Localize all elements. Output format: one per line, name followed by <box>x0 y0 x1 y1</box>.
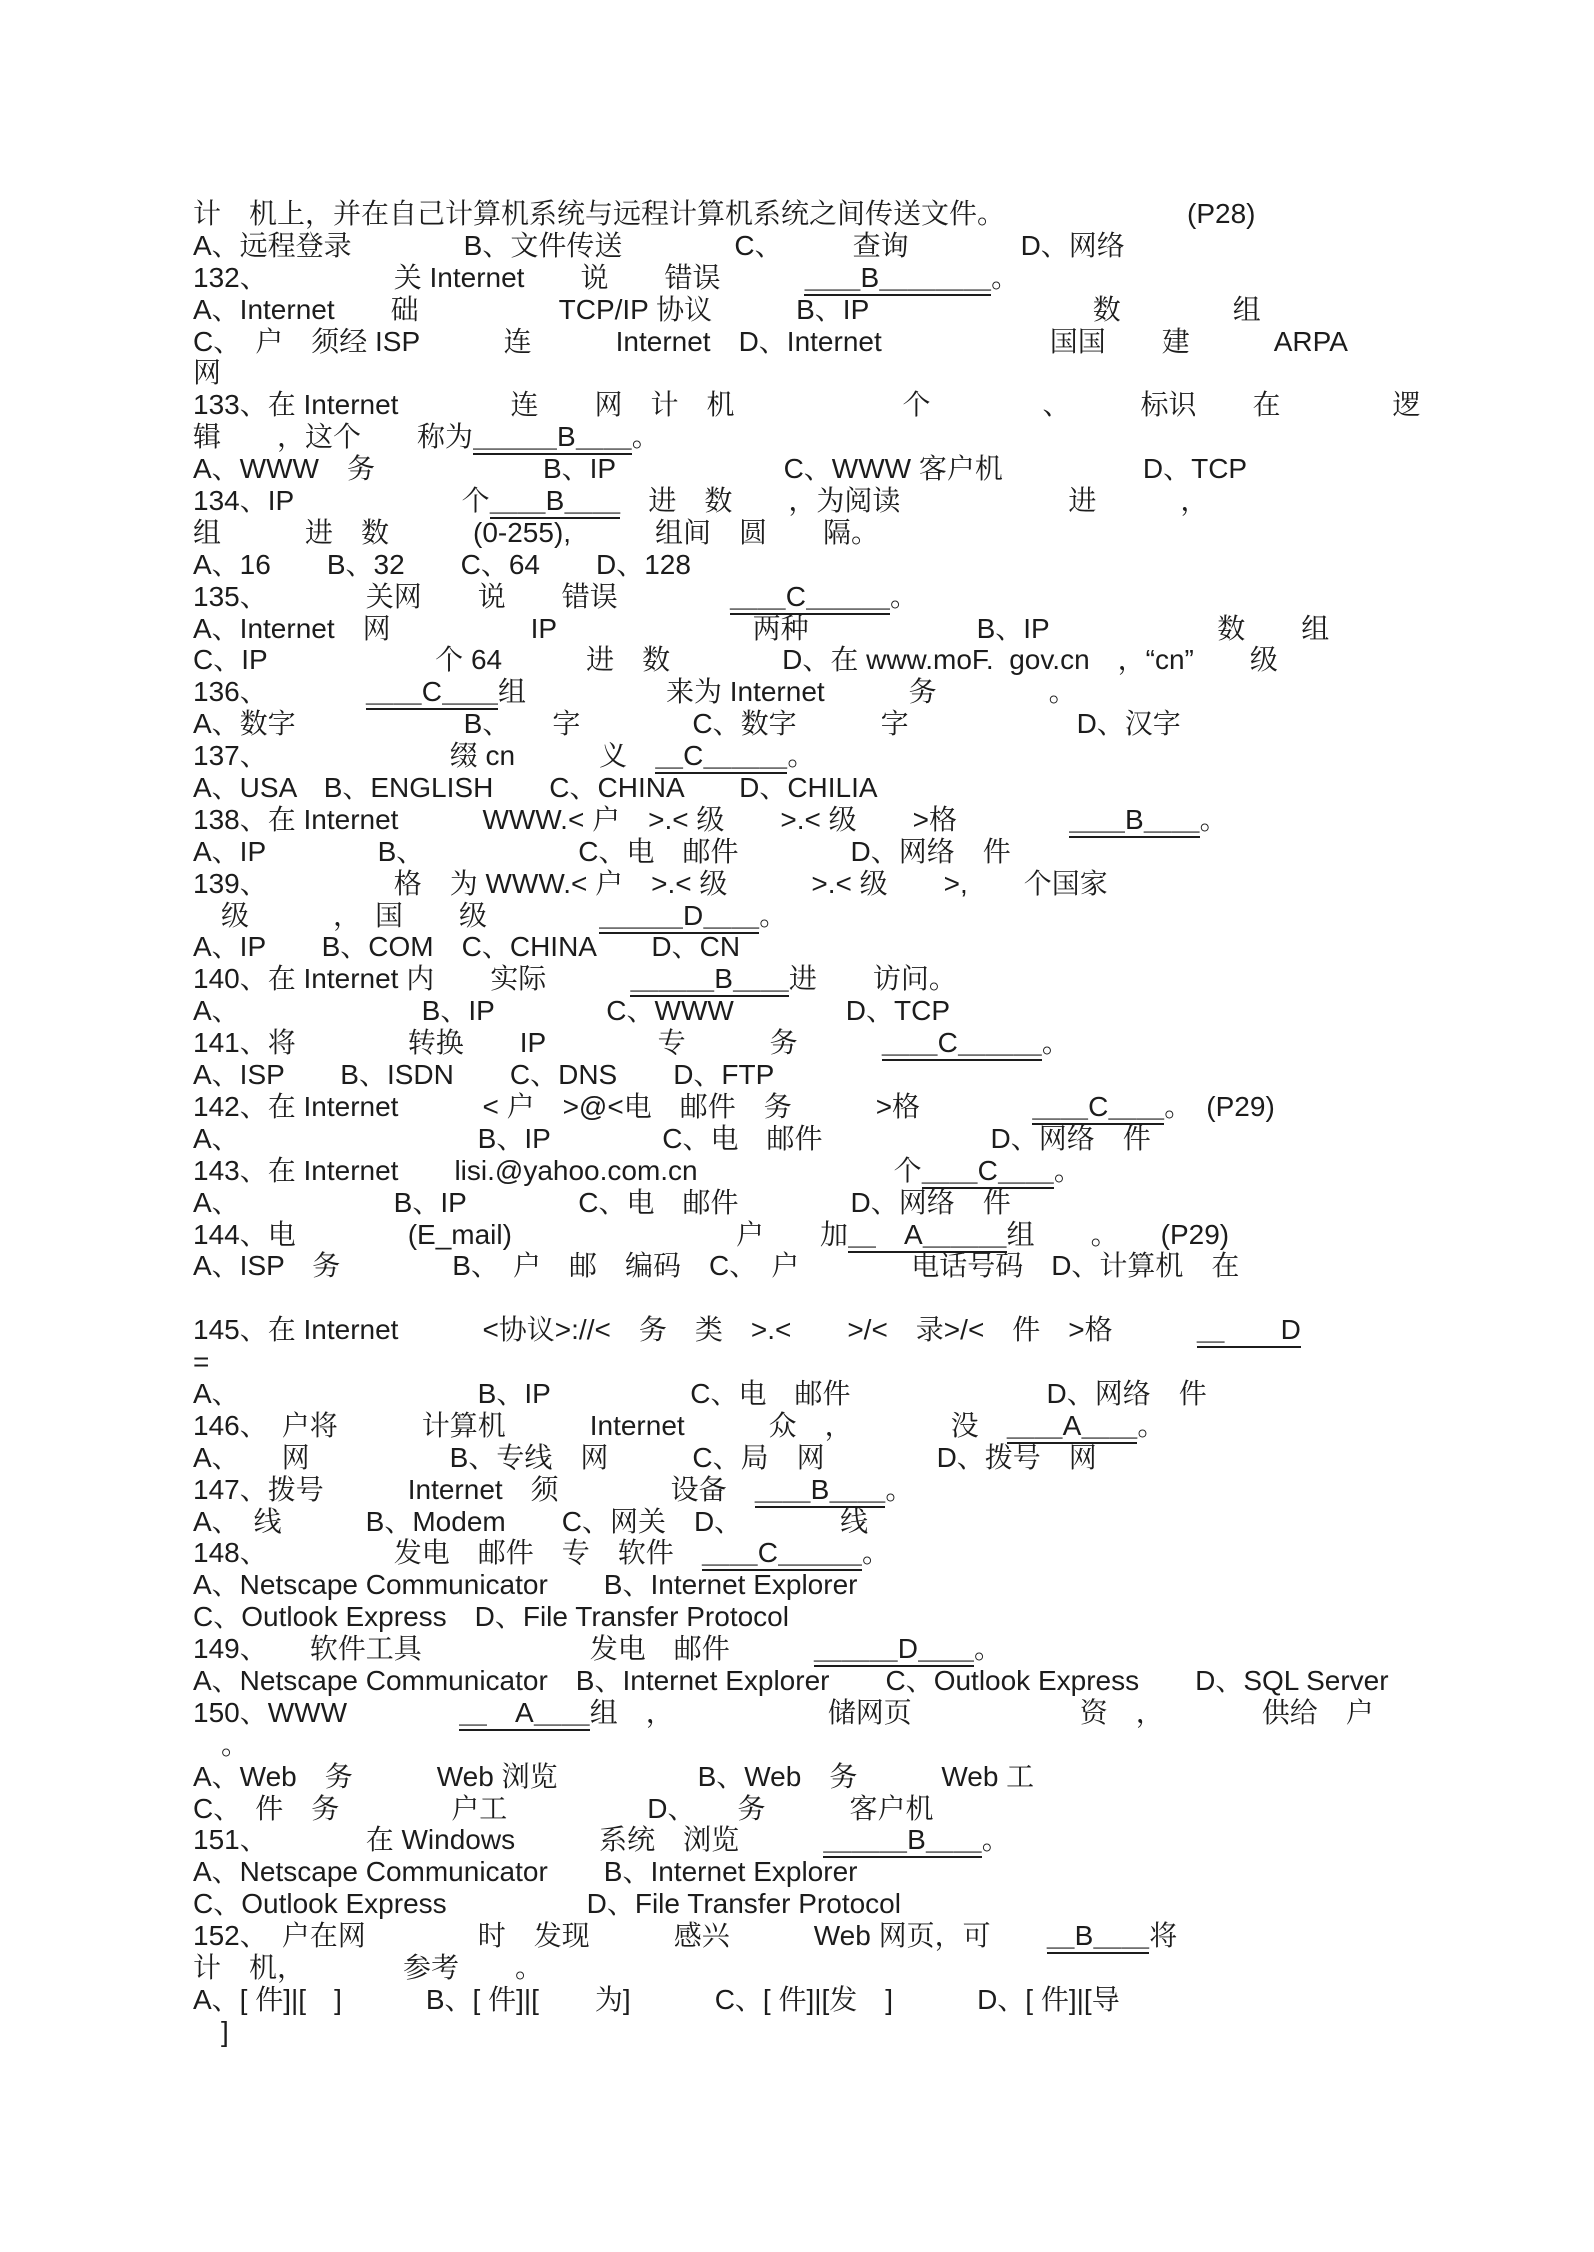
text-line <box>193 1346 1483 1378</box>
text-segment: A、数字 B、 字 C、数字 字 D、汉字 <box>193 708 1181 740</box>
text-line <box>193 1219 1483 1251</box>
text-segment: A、Netscape Communicator B、Internet Explorer C、Outlook Express D、SQL Server <box>193 1664 1389 1696</box>
text-line <box>193 1250 1483 1282</box>
text-segment: 辑 ，这个 称为 <box>193 421 474 453</box>
text-segment: 145、在 Internet <协议>://< 务 类 >.< >/< 录>/< 件 >格 <box>193 1314 1197 1346</box>
text-line <box>193 581 1483 613</box>
text-segment: A、ISP B、ISDN C、DNS D、FTP <box>193 1059 775 1091</box>
text-line <box>193 485 1483 517</box>
text-segment: 。 <box>787 740 816 772</box>
text-segment: C、 件 务 户工 D、 务 客户机 <box>193 1792 934 1824</box>
text-segment: A、 B、IP C、WWW D、TCP <box>193 995 951 1027</box>
text-line <box>193 2016 1483 2048</box>
text-segment: 。 <box>889 580 918 612</box>
text-segment: 进 数 ，为阅读 进 ， <box>620 485 1209 517</box>
text-line <box>193 1824 1483 1856</box>
text-line <box>193 900 1483 932</box>
text-segment: 136、 <box>193 676 366 708</box>
text-segment: A、 B、IP C、电 邮件 D、网络 件 <box>193 1186 1011 1218</box>
text-line <box>193 1601 1483 1633</box>
text-segment: C、Outlook Express D、File Transfer Protocol <box>193 1888 901 1920</box>
answer-blank: ＿＿B＿＿ <box>755 1474 886 1508</box>
text-line <box>193 1282 1483 1314</box>
text-segment: 。 <box>885 1473 914 1505</box>
answer-blank: ＿ A＿＿＿ <box>848 1219 1007 1253</box>
text-line <box>193 421 1483 453</box>
text-line <box>193 1697 1483 1729</box>
text-segment: 。 <box>861 1537 890 1569</box>
text-line <box>193 1633 1483 1665</box>
text-segment: ] <box>193 2015 229 2047</box>
text-line <box>193 1187 1483 1219</box>
text-line <box>193 868 1483 900</box>
text-line <box>193 1920 1483 1952</box>
text-line <box>193 549 1483 581</box>
text-line <box>193 1378 1483 1410</box>
text-segment: 。 <box>631 421 660 453</box>
answer-blank: ＿＿＿B＿＿ <box>630 963 789 997</box>
text-segment: A、 线 B、Modem C、网关 D、 线 <box>193 1505 869 1537</box>
text-segment: 133、在 Internet 连 网 计 机 个 、 标识 在 逻 <box>193 389 1421 421</box>
text-line <box>193 357 1483 389</box>
text-line <box>193 1793 1483 1825</box>
text-line <box>193 262 1483 294</box>
text-line <box>193 326 1483 358</box>
text-segment: A、Web 务 Web 浏览 B、Web 务 Web 工 <box>193 1760 1035 1792</box>
text-line <box>193 644 1483 676</box>
text-line <box>193 198 1483 230</box>
text-line <box>193 804 1483 836</box>
text-segment: 。 <box>991 261 1020 293</box>
text-segment: 132、 关 Internet 说 错误 <box>193 261 805 293</box>
text-segment: 144、电 (E_mail) 户 加 <box>193 1218 848 1250</box>
text-line <box>193 772 1483 804</box>
text-segment: A、ISP 务 B、 户 邮 编码 C、 户 电话号码 D、计算机 在 <box>193 1250 1240 1282</box>
answer-blank: ＿＿＿B＿＿ <box>473 421 632 455</box>
text-segment: 。 <box>1053 1154 1082 1186</box>
text-segment: A、Internet 网 IP 两种 B、IP 数 组 <box>193 612 1330 644</box>
text-segment: 140、在 Internet 内 实际 <box>193 963 631 995</box>
text-line <box>193 1984 1483 2016</box>
text-segment: A、IP B、COM C、CHINA D、CN <box>193 931 741 963</box>
text-segment: 137、 缀 cn 义 <box>193 740 656 772</box>
text-line <box>193 613 1483 645</box>
text-line <box>193 1506 1483 1538</box>
text-segment: A、Internet 础 TCP/IP 协议 B、IP 数 组 <box>193 293 1261 325</box>
text-segment: 151、 在 Windows 系统 浏览 <box>193 1824 824 1856</box>
text-segment: 网 <box>193 357 222 389</box>
text-line <box>193 230 1483 262</box>
answer-blank: ＿＿A＿＿ <box>1007 1410 1138 1444</box>
text-segment: 级 ， 国 级 <box>193 899 600 931</box>
text-segment: A、IP B、 C、电 邮件 D、网络 件 <box>193 835 1011 867</box>
text-segment: A、 B、IP C、电 邮件 D、网络 件 <box>193 1122 1151 1154</box>
text-line <box>193 1410 1483 1442</box>
text-segment: A、Netscape Communicator B、Internet Explorer <box>193 1856 858 1888</box>
text-segment: A、USA B、ENGLISH C、CHINA D、CHILIA <box>193 772 878 804</box>
text-segment: 。 <box>759 899 788 931</box>
answer-blank: ＿B＿＿ <box>1047 1920 1150 1954</box>
text-segment: A、WWW 务 B、IP C、WWW 客户机 D、TCP <box>193 453 1248 485</box>
text-segment: 计 机上，并在自己计算机系统与远程计算机系统之间传送文件。 (P28) <box>193 198 1256 229</box>
text-segment: 计 机， 参考 。 <box>193 1951 544 1983</box>
text-segment: C、IP 个 64 进 数 D、在 www.moF. gov.cn ，“cn” 级 <box>193 644 1278 676</box>
text-line <box>193 1155 1483 1187</box>
text-line <box>193 294 1483 326</box>
text-line <box>193 1537 1483 1569</box>
text-segment: 。 <box>981 1824 1010 1856</box>
answer-blank: ＿＿C＿＿＿ <box>730 581 890 615</box>
text-segment: 组 来为 Internet 务 。 <box>497 676 1077 708</box>
text-line <box>193 1665 1483 1697</box>
answer-blank: ＿ A＿＿ <box>459 1697 590 1731</box>
answer-blank: ＿＿C＿＿ <box>922 1155 1054 1189</box>
answer-blank: ＿C＿＿＿ <box>655 740 787 774</box>
text-line <box>193 453 1483 485</box>
text-segment: C、Outlook Express D、File Transfer Protocol <box>193 1601 789 1633</box>
text-segment: 。 <box>1137 1409 1166 1441</box>
text-segment: 组 。 (P29) <box>1006 1218 1230 1250</box>
answer-blank: ＿＿C＿＿ <box>1032 1091 1164 1125</box>
answer-blank: ＿＿C＿＿ <box>366 676 498 710</box>
answer-blank: ＿＿C＿＿＿ <box>702 1537 862 1571</box>
text-segment: 进 访问。 <box>788 963 957 995</box>
text-line <box>193 1123 1483 1155</box>
text-segment: 135、 关网 说 错误 <box>193 580 730 612</box>
text-segment: 组 进 数 (0-255), 组间 圆 隔。 <box>193 516 880 548</box>
text-line <box>193 1314 1483 1346</box>
text-segment: 152、 户在网 时 发现 感兴 Web 网页，可 <box>193 1920 1047 1952</box>
text-line <box>193 963 1483 995</box>
text-line <box>193 1027 1483 1059</box>
text-line <box>193 931 1483 963</box>
text-line <box>193 1856 1483 1888</box>
answer-blank: ＿＿＿D＿＿ <box>599 900 759 934</box>
text-line <box>193 1888 1483 1920</box>
text-line <box>193 1729 1483 1761</box>
text-segment: 143、在 Internet lisi.@yahoo.com.cn 个 <box>193 1154 922 1186</box>
question-text-block <box>193 198 1483 2048</box>
text-segment: 134、IP 个 <box>193 485 490 517</box>
text-line <box>193 708 1483 740</box>
text-segment: 。 <box>193 1728 250 1760</box>
text-segment: 147、拨号 Internet 须 设备 <box>193 1473 755 1505</box>
text-line <box>193 1569 1483 1601</box>
text-segment: C、 户 须经 ISP 连 Internet D、Internet 国国 建 ARPA <box>193 325 1348 357</box>
text-segment: A、16 B、32 C、64 D、128 <box>193 548 691 580</box>
text-line <box>193 1761 1483 1793</box>
answer-blank: ＿＿＿D＿＿ <box>814 1633 974 1667</box>
text-line <box>193 740 1483 772</box>
text-segment: = <box>193 1346 210 1378</box>
text-line <box>193 676 1483 708</box>
text-line <box>193 1442 1483 1474</box>
answer-blank: ＿＿B＿＿ <box>490 485 621 519</box>
text-segment: 。 <box>1041 1027 1070 1059</box>
text-segment: 。 (P29) <box>1164 1090 1275 1122</box>
answer-blank: ＿ D <box>1197 1314 1301 1348</box>
text-line <box>193 389 1483 421</box>
text-segment: 146、 户将 计算机 Internet 众 ， 没 <box>193 1409 1007 1441</box>
answer-blank: ＿＿＿B＿＿ <box>823 1824 982 1858</box>
text-segment: A、 网 B、专线 网 C、局 网 D、拨号 网 <box>193 1441 1097 1473</box>
text-segment: A、远程登录 B、文件传送 C、 查询 D、网络 <box>193 229 1125 261</box>
text-segment: A、Netscape Communicator B、Internet Explorer <box>193 1569 858 1601</box>
text-segment: 。 <box>973 1633 1002 1665</box>
text-line <box>193 1091 1483 1123</box>
text-segment: 148、 发电 邮件 专 软件 <box>193 1537 702 1569</box>
text-line <box>193 836 1483 868</box>
text-segment: 142、在 Internet < 户 >@<电 邮件 务 >格 <box>193 1090 1033 1122</box>
text-line <box>193 995 1483 1027</box>
answer-blank: ＿＿B＿＿＿＿ <box>804 262 991 296</box>
text-segment: A、 B、IP C、电 邮件 D、网络 件 <box>193 1377 1207 1409</box>
text-segment: 组 ， 储网页 资 ， 供给 户 <box>589 1696 1374 1728</box>
text-line <box>193 1059 1483 1091</box>
text-line <box>193 1474 1483 1506</box>
text-segment: 141、将 转换 IP 专 务 <box>193 1027 882 1059</box>
text-segment: 149、 软件工具 发电 邮件 <box>193 1633 814 1665</box>
text-line <box>193 517 1483 549</box>
text-segment: 将 <box>1149 1920 1178 1952</box>
text-segment: 138、在 Internet WWW.< 户 >.< 级 >.< 级 >格 <box>193 803 1069 835</box>
text-segment: 139、 格 为 WWW.< 户 >.< 级 >.< 级 >, 个国家 <box>193 867 1108 899</box>
answer-blank: ＿＿C＿＿＿ <box>882 1027 1042 1061</box>
text-line <box>193 1952 1483 1984</box>
text-segment: A、[ 件]|[ ] B、[ 件]|[ 为] C、[ 件]|[发 ] D、[ 件]|[导 <box>193 1983 1120 2015</box>
text-segment: 。 <box>1199 803 1228 835</box>
answer-blank: ＿＿B＿＿ <box>1069 804 1200 838</box>
text-segment: 150、WWW <box>193 1696 460 1728</box>
